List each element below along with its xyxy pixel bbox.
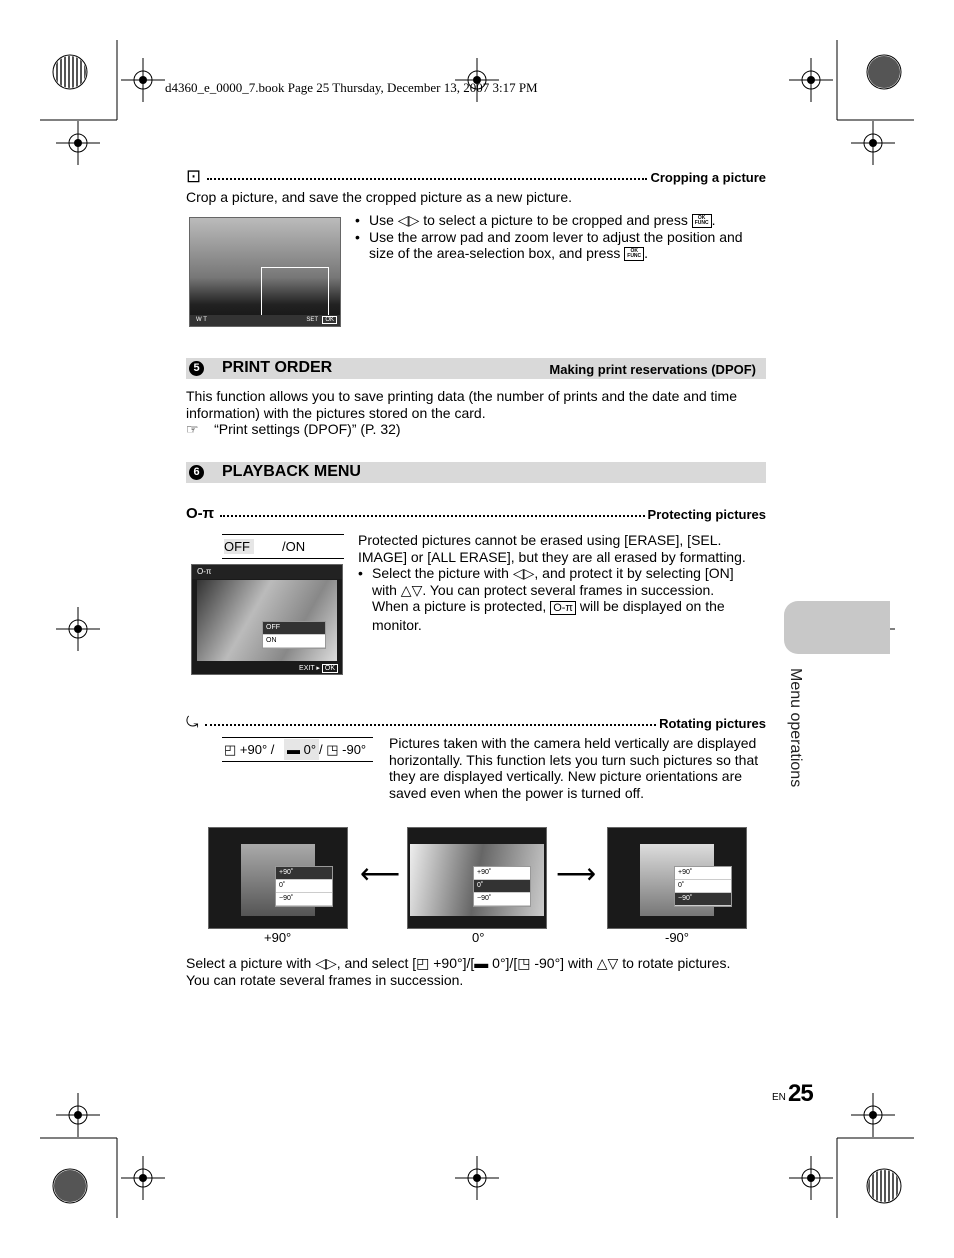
reference-icon: ☞ — [186, 421, 199, 437]
menu-off: OFF — [263, 622, 325, 635]
crop-heading: Cropping a picture — [650, 170, 766, 185]
section-number: 5 — [189, 361, 204, 376]
protect-heading-row — [186, 502, 766, 522]
arrow-lr-icon: ◁▷ — [397, 212, 420, 228]
protect-screen — [191, 564, 343, 675]
playback-menu-bar — [186, 462, 766, 483]
protect-options — [222, 534, 344, 559]
section-number: 6 — [189, 465, 204, 480]
option-0: ▬ 0° — [284, 739, 319, 760]
crop-screen-zoom: W T — [196, 317, 207, 323]
arrow-lr-icon: ◁▷ — [512, 565, 535, 581]
rotate-screen-0: +90˚ 0˚ −90˚ — [407, 827, 547, 929]
rotate-plus90-icon: ◰ — [416, 955, 430, 971]
rotate-heading: Rotating pictures — [659, 716, 766, 731]
menu-on: ON — [263, 635, 325, 648]
option-on: /ON — [282, 539, 306, 554]
playback-menu-title: PLAYBACK MENU — [222, 463, 361, 480]
side-tab — [784, 601, 890, 654]
language-code: EN — [772, 1092, 786, 1103]
rotate-0-icon: ▬ — [474, 955, 489, 971]
key-icon: O‐π — [550, 601, 576, 615]
rotate-minus90-icon: ◳ — [517, 955, 531, 971]
rotate-screen-plus90: +90˚ 0˚ −90˚ — [208, 827, 348, 929]
arrow-ud-icon: △▽ — [400, 581, 423, 598]
crop-bullet-1: • Use ◁▷ to select a picture to be cropped and press OK FUNC . — [355, 212, 765, 229]
arrow-lr-icon: ◁▷ — [315, 955, 337, 971]
protect-menu — [262, 621, 326, 649]
option-plus90: ◰ +90° / — [224, 742, 275, 757]
caption-plus90: +90° — [264, 930, 292, 945]
rotate-screen-minus90: +90˚ 0˚ −90˚ — [607, 827, 747, 929]
ok-func-icon: OK FUNC — [692, 214, 712, 228]
rotate-footer-text: Select a picture with ◁▷, and select [◰ +90°]/[▬ 0°]/[◳ -90°] with △▽ to rotate pictures. You can rotate several frames in succession. — [186, 955, 731, 988]
print-order-bar — [186, 358, 766, 379]
rotate-text: Pictures taken with the camera held vertically are displayed horizontally. This function lets you turn such pictures so that they are displayed vertically. New picture orientations are saved even when the power is turned off. — [389, 735, 759, 801]
rotate-options — [222, 737, 373, 762]
crop-screen-set: SET — [306, 317, 318, 323]
ok-func-icon: OK FUNC — [624, 247, 644, 261]
exit-label: EXIT ▸ OK — [299, 664, 338, 672]
print-order-title: PRINT ORDER — [222, 359, 333, 376]
option-off: OFF — [224, 539, 254, 554]
crop-icon: ⊡ — [186, 166, 202, 186]
rotate-icon: ⤿ — [186, 714, 199, 731]
protect-heading: Protecting pictures — [647, 507, 766, 522]
page-number: 25 — [788, 1080, 813, 1107]
crop-screen — [189, 217, 341, 327]
crop-bullet-2: • Use the arrow pad and zoom lever to adjust the position and size of the area-selection box, and press OK FUNC . — [355, 229, 765, 262]
crop-screen-ok: OK — [322, 316, 337, 324]
side-label: Menu operations — [787, 668, 804, 788]
option-minus90: / ◳ -90° — [319, 742, 367, 757]
protect-text: Protected pictures cannot be erased using [ERASE], [SEL. IMAGE] or [ALL ERASE], but they are all erased by formatting. • Select the picture with ◁▷, and protect it by selecting [ON] with △▽. You can protect several frames in succession. When a picture is protected, O‐π will be displayed on the monitor. — [358, 532, 766, 633]
key-icon: O‐π — [186, 505, 215, 522]
rotate-heading-row — [186, 711, 766, 731]
caption-0: 0° — [472, 930, 485, 945]
arrow-left-icon: ⟵ — [360, 858, 401, 889]
crop-selection-box — [261, 267, 329, 317]
crop-intro: Crop a picture, and save the cropped picture as a new picture. — [186, 189, 572, 205]
arrow-right-icon: ⟶ — [556, 858, 597, 889]
print-order-text: This function allows you to save printing data (the number of prints and the date and time information) with the pictures stored on the card. ☞ “Print settings (DPOF)” (P. 32) — [186, 388, 737, 437]
caption-minus90: -90° — [665, 930, 689, 945]
book-line: d4360_e_0000_7.book Page 25 Thursday, December 13, 2007 3:17 PM — [165, 80, 538, 95]
crop-bullets — [355, 212, 765, 262]
key-icon: O‐π — [197, 567, 212, 576]
arrow-ud-icon: △▽ — [596, 955, 619, 971]
print-order-subtitle: Making print reservations (DPOF) — [549, 362, 756, 377]
crop-heading-row — [186, 165, 766, 185]
